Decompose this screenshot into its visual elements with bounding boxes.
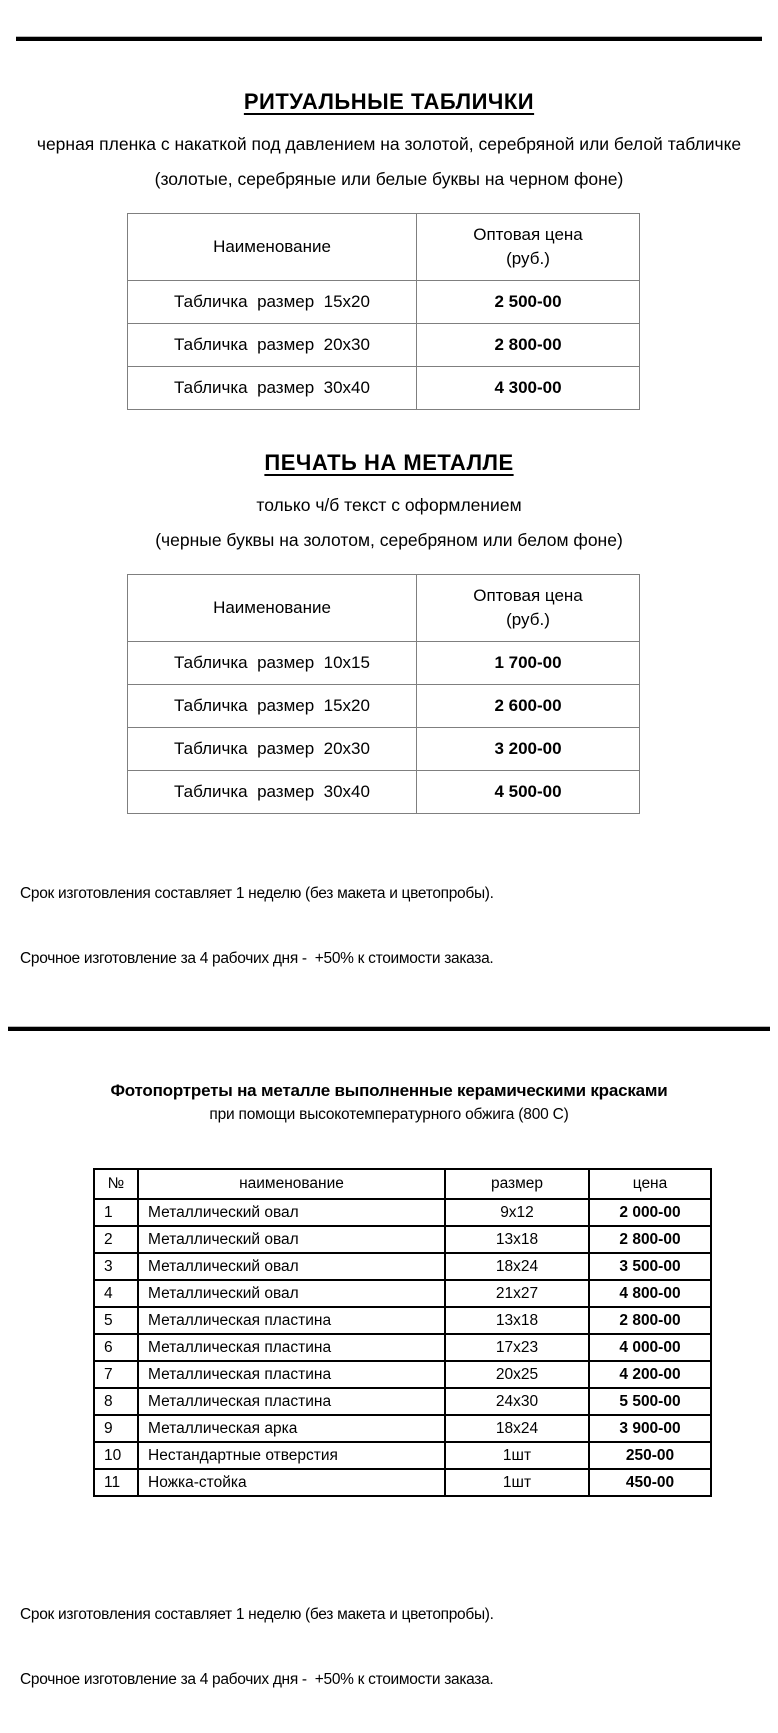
item-name-cell: Металлический овал	[138, 1226, 445, 1253]
section-ritual-plaques	[0, 89, 778, 410]
section-photo-portraits	[0, 1081, 778, 1497]
item-number-cell: 6	[94, 1334, 138, 1361]
item-name-cell: Табличка размер 30х40	[128, 367, 417, 410]
section-subtitle: черная пленка с накаткой под давлением на золотой, серебряной или белой табличке	[36, 134, 742, 154]
price-header-line2: (руб.)	[506, 610, 550, 629]
item-number-cell: 9	[94, 1415, 138, 1442]
table-row	[94, 1280, 711, 1307]
production-note-line2: Срочное изготовление за 4 рабочих дня - +50% к стоимости заказа.	[20, 1670, 494, 1688]
item-size-cell: 18х24	[445, 1253, 589, 1280]
item-name-cell: Металлическая арка	[138, 1415, 445, 1442]
table-row	[94, 1307, 711, 1334]
table-row	[128, 281, 640, 324]
table-row	[128, 771, 640, 814]
price-list-page	[0, 36, 778, 1733]
item-number-cell: 2	[94, 1226, 138, 1253]
production-note	[20, 1561, 758, 1733]
table-row	[94, 1199, 711, 1226]
item-number-cell: 3	[94, 1253, 138, 1280]
table-row	[94, 1415, 711, 1442]
table-header-row	[128, 575, 640, 642]
item-size-cell: 17х23	[445, 1334, 589, 1361]
item-price-cell: 2 500-00	[417, 281, 640, 324]
item-name-cell: Нестандартные отверстия	[138, 1442, 445, 1469]
item-price-cell: 4 300-00	[417, 367, 640, 410]
price-header-line1: Оптовая цена	[473, 586, 583, 605]
item-price-cell: 2 000-00	[589, 1199, 711, 1226]
item-size-cell: 1шт	[445, 1442, 589, 1469]
table-row	[128, 685, 640, 728]
name-column-header: наименование	[138, 1169, 445, 1199]
item-number-cell: 5	[94, 1307, 138, 1334]
table-row	[94, 1388, 711, 1415]
table-header-row	[94, 1169, 711, 1199]
item-size-cell: 24х30	[445, 1388, 589, 1415]
price-header-line1: Оптовая цена	[473, 225, 583, 244]
price-column-header	[417, 214, 640, 281]
section-subtitle-note: (золотые, серебряные или белые буквы на черном фоне)	[154, 169, 624, 189]
name-column-header: Наименование	[128, 214, 417, 281]
table-row	[94, 1442, 711, 1469]
item-name-cell: Табличка размер 15х20	[128, 281, 417, 324]
table-row	[128, 367, 640, 410]
item-price-cell: 4 500-00	[417, 771, 640, 814]
size-column-header: размер	[445, 1169, 589, 1199]
table-row	[128, 642, 640, 685]
item-price-cell: 2 600-00	[417, 685, 640, 728]
item-size-cell: 13х18	[445, 1226, 589, 1253]
name-column-header: Наименование	[128, 575, 417, 642]
section-divider	[8, 1026, 770, 1031]
table-row	[94, 1361, 711, 1388]
item-price-cell: 250-00	[589, 1442, 711, 1469]
item-name-cell: Металлическая пластина	[138, 1388, 445, 1415]
section-title: Фотопортреты на металле выполненные керамическими красками	[110, 1081, 668, 1100]
section-subtitle: только ч/б текст с оформлением	[256, 495, 522, 515]
item-price-cell: 3 500-00	[589, 1253, 711, 1280]
item-price-cell: 450-00	[589, 1469, 711, 1496]
section-subtitle: при помощи высокотемпературного обжига (800 С)	[209, 1106, 569, 1123]
table-row	[128, 324, 640, 367]
item-number-cell: 8	[94, 1388, 138, 1415]
price-header-line2: (руб.)	[506, 249, 550, 268]
section-metal-print	[0, 450, 778, 814]
item-price-cell: 2 800-00	[589, 1226, 711, 1253]
item-price-cell: 4 200-00	[589, 1361, 711, 1388]
photo-portrait-price-table	[93, 1168, 712, 1497]
item-name-cell: Ножка-стойка	[138, 1469, 445, 1496]
item-name-cell: Металлическая пластина	[138, 1334, 445, 1361]
item-price-cell: 4 000-00	[589, 1334, 711, 1361]
table-header-row	[128, 214, 640, 281]
item-number-cell: 11	[94, 1469, 138, 1496]
item-name-cell: Металлический овал	[138, 1253, 445, 1280]
item-name-cell: Металлический овал	[138, 1199, 445, 1226]
production-note-line1: Срок изготовления составляет 1 неделю (без макета и цветопробы).	[20, 885, 494, 902]
item-size-cell: 20х25	[445, 1361, 589, 1388]
table-row	[128, 728, 640, 771]
top-divider	[16, 36, 762, 41]
item-name-cell: Металлическая пластина	[138, 1307, 445, 1334]
item-price-cell: 4 800-00	[589, 1280, 711, 1307]
ritual-price-table	[127, 213, 640, 410]
item-size-cell: 18х24	[445, 1415, 589, 1442]
section-title: ПЕЧАТЬ НА МЕТАЛЛЕ	[264, 450, 514, 475]
section-subtitle-note: (черные буквы на золотом, серебряном или белом фоне)	[155, 530, 623, 550]
item-size-cell: 9х12	[445, 1199, 589, 1226]
item-number-cell: 7	[94, 1361, 138, 1388]
item-name-cell: Табличка размер 20х30	[128, 324, 417, 367]
item-number-cell: 1	[94, 1199, 138, 1226]
item-size-cell: 13х18	[445, 1307, 589, 1334]
item-number-cell: 4	[94, 1280, 138, 1307]
item-price-cell: 2 800-00	[589, 1307, 711, 1334]
table-row	[94, 1469, 711, 1496]
production-note-line1: Срок изготовления составляет 1 неделю (без макета и цветопробы).	[20, 1606, 494, 1623]
table-row	[94, 1334, 711, 1361]
price-column-header	[417, 575, 640, 642]
item-price-cell: 1 700-00	[417, 642, 640, 685]
item-price-cell: 3 900-00	[589, 1415, 711, 1442]
item-name-cell: Табличка размер 20х30	[128, 728, 417, 771]
item-name-cell: Металлический овал	[138, 1280, 445, 1307]
item-price-cell: 5 500-00	[589, 1388, 711, 1415]
item-name-cell: Табличка размер 15х20	[128, 685, 417, 728]
production-note	[20, 840, 758, 1012]
item-size-cell: 1шт	[445, 1469, 589, 1496]
item-price-cell: 3 200-00	[417, 728, 640, 771]
item-name-cell: Металлическая пластина	[138, 1361, 445, 1388]
item-price-cell: 2 800-00	[417, 324, 640, 367]
item-number-cell: 10	[94, 1442, 138, 1469]
price-column-header: цена	[589, 1169, 711, 1199]
number-column-header: №	[94, 1169, 138, 1199]
item-name-cell: Табличка размер 10х15	[128, 642, 417, 685]
section-title: РИТУАЛЬНЫЕ ТАБЛИЧКИ	[243, 89, 535, 114]
item-name-cell: Табличка размер 30х40	[128, 771, 417, 814]
metal-print-price-table	[127, 574, 640, 814]
table-row	[94, 1226, 711, 1253]
production-note-line2: Срочное изготовление за 4 рабочих дня - +50% к стоимости заказа.	[20, 949, 494, 967]
table-row	[94, 1253, 711, 1280]
item-size-cell: 21х27	[445, 1280, 589, 1307]
